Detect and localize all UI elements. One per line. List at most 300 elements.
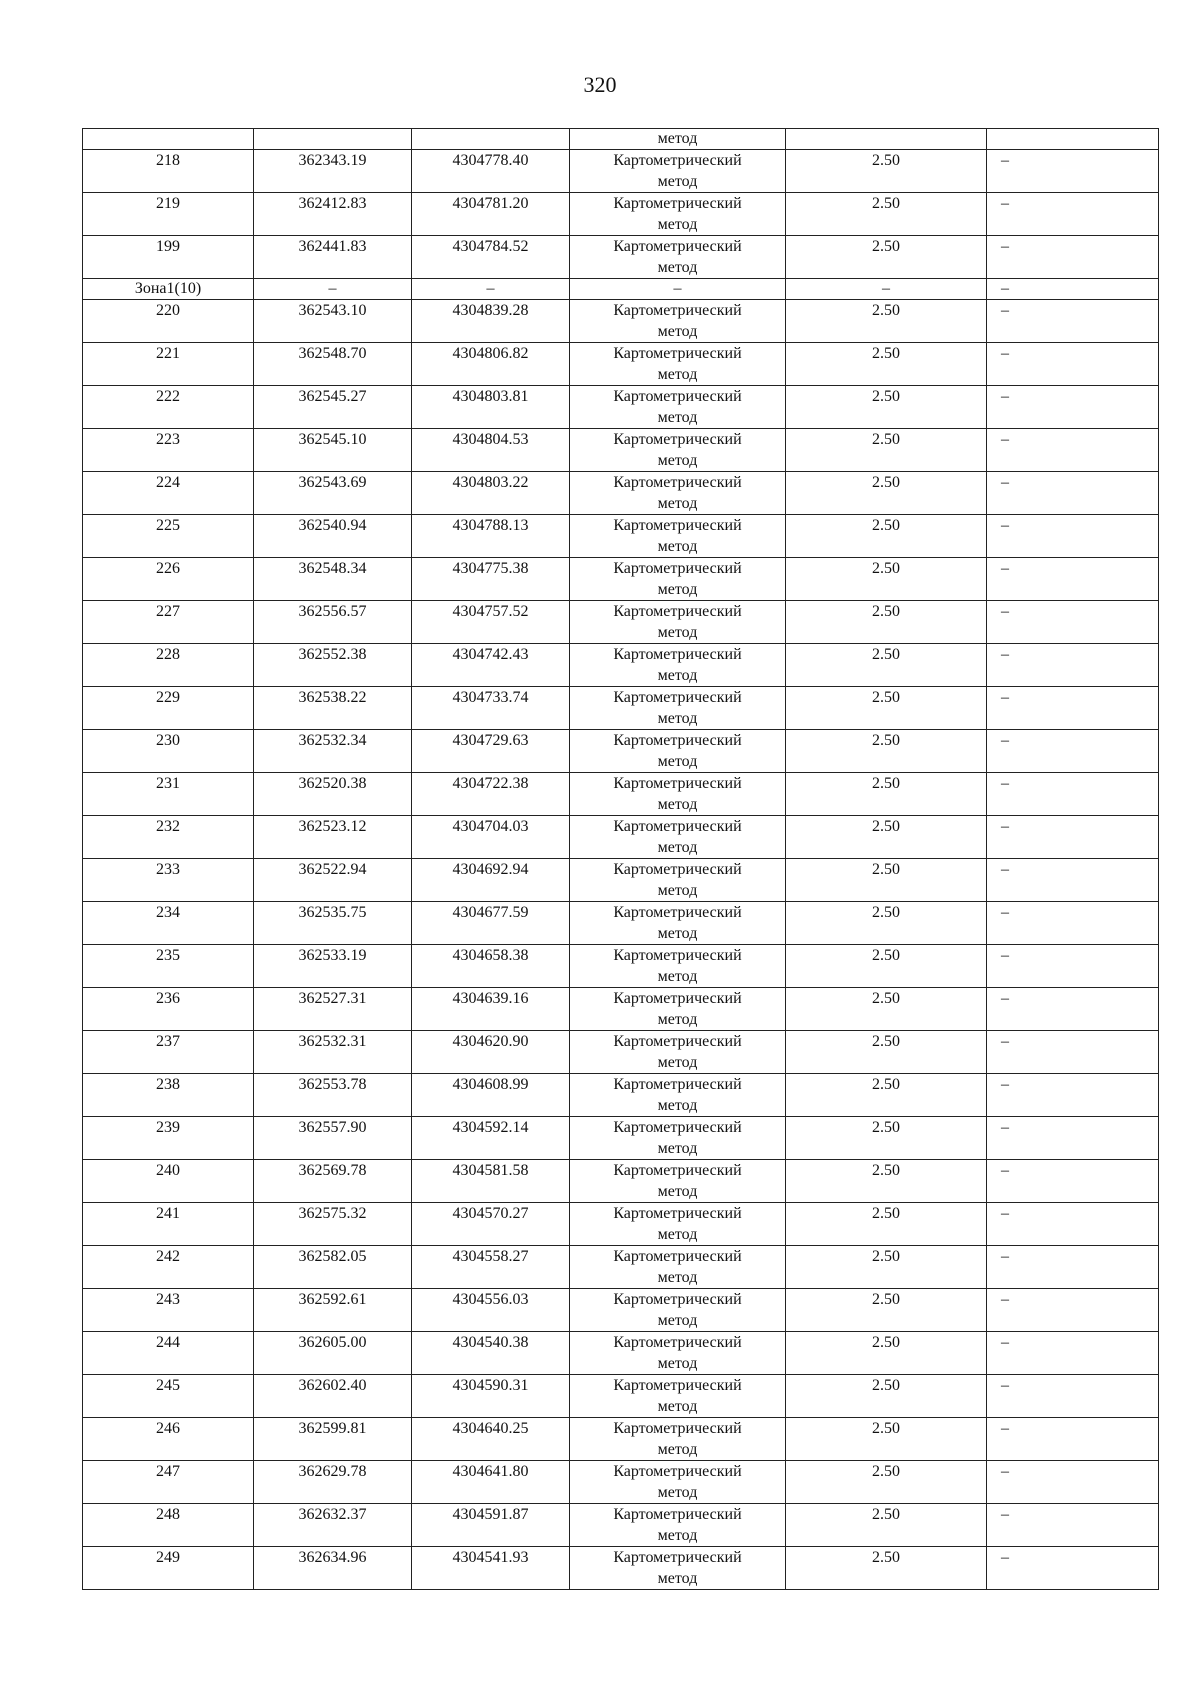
method-line-2: метод [657, 624, 698, 641]
method-line-2: метод [657, 538, 698, 555]
cell-x: 362441.83 [254, 236, 412, 279]
cell-accuracy: 2.50 [786, 429, 987, 472]
method-line-1: Картометрический [613, 775, 742, 792]
method-line-2: метод [657, 753, 698, 770]
cell-x: 362548.34 [254, 558, 412, 601]
cell-method [570, 1031, 786, 1074]
cell-note: – [987, 644, 1159, 687]
method-line-1: – [673, 280, 682, 297]
cell-point: 219 [83, 193, 254, 236]
table-row [83, 988, 1159, 1031]
cell-x: 362592.61 [254, 1289, 412, 1332]
cell-point: 240 [83, 1160, 254, 1203]
method-line-2: метод [657, 1269, 698, 1286]
cell-accuracy: 2.50 [786, 236, 987, 279]
method-line-2: метод [657, 1570, 698, 1587]
method-line-2: метод [657, 581, 698, 598]
cell-method [570, 1418, 786, 1461]
cell-y: 4304608.99 [412, 1074, 570, 1117]
cell-accuracy: – [786, 279, 987, 300]
cell-y: 4304581.58 [412, 1160, 570, 1203]
cell-x: – [254, 279, 412, 300]
cell-note: – [987, 773, 1159, 816]
method-line-1: Картометрический [613, 238, 742, 255]
cell-point: 242 [83, 1246, 254, 1289]
cell-accuracy: 2.50 [786, 150, 987, 193]
cell-accuracy: 2.50 [786, 988, 987, 1031]
cell-note: – [987, 988, 1159, 1031]
cell-accuracy: 2.50 [786, 1547, 987, 1590]
cell-method [570, 1117, 786, 1160]
cell-y: 4304722.38 [412, 773, 570, 816]
cell-accuracy: 2.50 [786, 945, 987, 988]
cell-note: – [987, 515, 1159, 558]
cell-accuracy: 2.50 [786, 1332, 987, 1375]
cell-note: – [987, 1246, 1159, 1289]
cell-method [570, 1375, 786, 1418]
cell-accuracy: 2.50 [786, 1203, 987, 1246]
method-line-2: метод [657, 173, 698, 190]
table-row [83, 1332, 1159, 1375]
cell-x: 362343.19 [254, 150, 412, 193]
table-row [83, 945, 1159, 988]
cell-x: 362582.05 [254, 1246, 412, 1289]
cell-method [570, 1203, 786, 1246]
cell-point: Зона1(10) [83, 279, 254, 300]
cell-note: – [987, 1203, 1159, 1246]
cell-point: 233 [83, 859, 254, 902]
table-row [83, 429, 1159, 472]
cell-x: 362523.12 [254, 816, 412, 859]
cell-x: 362412.83 [254, 193, 412, 236]
cell-point: 225 [83, 515, 254, 558]
method-line-2: метод [657, 1140, 698, 1157]
cell-x: 362522.94 [254, 859, 412, 902]
cell-note: – [987, 472, 1159, 515]
cell-accuracy: 2.50 [786, 1461, 987, 1504]
cell-x: 362533.19 [254, 945, 412, 988]
cell-accuracy: 2.50 [786, 1418, 987, 1461]
method-line-1: Картометрический [613, 474, 742, 491]
cell-accuracy: 2.50 [786, 343, 987, 386]
cell-note: – [987, 236, 1159, 279]
method-line-1: Картометрический [613, 1033, 742, 1050]
method-line-2: метод [657, 1054, 698, 1071]
table-row [83, 343, 1159, 386]
cell-point: 245 [83, 1375, 254, 1418]
method-line-2: метод [657, 1097, 698, 1114]
cell-method [570, 472, 786, 515]
cell-x: 362605.00 [254, 1332, 412, 1375]
cell-accuracy: 2.50 [786, 902, 987, 945]
cell-accuracy: 2.50 [786, 300, 987, 343]
cell-accuracy: 2.50 [786, 1117, 987, 1160]
cell-accuracy: 2.50 [786, 859, 987, 902]
cell-y [412, 129, 570, 150]
cell-y: 4304641.80 [412, 1461, 570, 1504]
cell-point [83, 129, 254, 150]
cell-y: 4304729.63 [412, 730, 570, 773]
cell-y: 4304781.20 [412, 193, 570, 236]
cell-accuracy: 2.50 [786, 1289, 987, 1332]
cell-method [570, 601, 786, 644]
method-line-2: метод [657, 323, 698, 340]
cell-note: – [987, 1031, 1159, 1074]
cell-note: – [987, 687, 1159, 730]
method-line-2: метод [657, 667, 698, 684]
cell-note: – [987, 300, 1159, 343]
cell-y: 4304658.38 [412, 945, 570, 988]
cell-note: – [987, 730, 1159, 773]
coordinates-table [82, 128, 1159, 1590]
table-row [83, 1160, 1159, 1203]
method-line-2: метод [657, 710, 698, 727]
cell-point: 246 [83, 1418, 254, 1461]
cell-x: 362557.90 [254, 1117, 412, 1160]
cell-point: 224 [83, 472, 254, 515]
cell-note: – [987, 1375, 1159, 1418]
method-line-1: Картометрический [613, 1334, 742, 1351]
table-row [83, 1289, 1159, 1332]
cell-y: 4304775.38 [412, 558, 570, 601]
coordinates-table-body [83, 129, 1159, 1590]
cell-note: – [987, 279, 1159, 300]
cell-point: 249 [83, 1547, 254, 1590]
table-row [83, 1375, 1159, 1418]
cell-accuracy: 2.50 [786, 1160, 987, 1203]
cell-y: 4304778.40 [412, 150, 570, 193]
cell-method [570, 730, 786, 773]
cell-point: 220 [83, 300, 254, 343]
cell-y: 4304692.94 [412, 859, 570, 902]
table-row [83, 386, 1159, 429]
cell-note: – [987, 902, 1159, 945]
cell-method [570, 1547, 786, 1590]
cell-y: 4304639.16 [412, 988, 570, 1031]
table-row [83, 1117, 1159, 1160]
cell-point: 236 [83, 988, 254, 1031]
method-line-2: метод [657, 925, 698, 942]
cell-note: – [987, 859, 1159, 902]
cell-method [570, 236, 786, 279]
cell-note: – [987, 1504, 1159, 1547]
cell-point: 231 [83, 773, 254, 816]
cell-x: 362532.34 [254, 730, 412, 773]
cell-note: – [987, 1547, 1159, 1590]
table-row [83, 300, 1159, 343]
cell-point: 232 [83, 816, 254, 859]
cell-note: – [987, 150, 1159, 193]
cell-x: 362632.37 [254, 1504, 412, 1547]
cell-y: 4304541.93 [412, 1547, 570, 1590]
cell-method [570, 816, 786, 859]
method-line-1: Картометрический [613, 431, 742, 448]
cell-point: 234 [83, 902, 254, 945]
method-line-1: Картометрический [613, 1162, 742, 1179]
cell-method [570, 1074, 786, 1117]
cell-accuracy [786, 129, 987, 150]
cell-method [570, 1289, 786, 1332]
cell-accuracy: 2.50 [786, 773, 987, 816]
method-line-1: Картометрический [613, 345, 742, 362]
cell-note: – [987, 386, 1159, 429]
cell-y: 4304733.74 [412, 687, 570, 730]
table-row [83, 515, 1159, 558]
cell-method [570, 150, 786, 193]
cell-accuracy: 2.50 [786, 472, 987, 515]
cell-point: 226 [83, 558, 254, 601]
cell-method [570, 1160, 786, 1203]
cell-accuracy: 2.50 [786, 1031, 987, 1074]
cell-note [987, 129, 1159, 150]
method-line-1: Картометрический [613, 517, 742, 534]
method-line-1: Картометрический [613, 1205, 742, 1222]
cell-x: 362602.40 [254, 1375, 412, 1418]
method-line-2: метод [657, 882, 698, 899]
cell-method [570, 1332, 786, 1375]
cell-x: 362538.22 [254, 687, 412, 730]
cell-y: 4304570.27 [412, 1203, 570, 1246]
cell-method [570, 558, 786, 601]
table-row [83, 1074, 1159, 1117]
cell-y: 4304803.22 [412, 472, 570, 515]
cell-y: 4304677.59 [412, 902, 570, 945]
cell-x: 362599.81 [254, 1418, 412, 1461]
table-row [83, 601, 1159, 644]
cell-y: 4304757.52 [412, 601, 570, 644]
cell-y: 4304591.87 [412, 1504, 570, 1547]
cell-y: 4304806.82 [412, 343, 570, 386]
cell-method [570, 902, 786, 945]
cell-note: – [987, 945, 1159, 988]
table-row [83, 1504, 1159, 1547]
cell-point: 218 [83, 150, 254, 193]
cell-y: 4304558.27 [412, 1246, 570, 1289]
method-line-1: Картометрический [613, 603, 742, 620]
method-line-2: метод [657, 1441, 698, 1458]
table-row [83, 816, 1159, 859]
page-number: 320 [583, 72, 617, 97]
cell-note: – [987, 1418, 1159, 1461]
table-row-continuation [83, 129, 1159, 150]
cell-x: 362556.57 [254, 601, 412, 644]
cell-accuracy: 2.50 [786, 687, 987, 730]
cell-x: 362634.96 [254, 1547, 412, 1590]
method-line-2: метод [657, 1312, 698, 1329]
method-line-2: метод [657, 1527, 698, 1544]
method-line-2: метод [657, 968, 698, 985]
table-row [83, 1418, 1159, 1461]
cell-point: 223 [83, 429, 254, 472]
method-line-1: Картометрический [613, 861, 742, 878]
cell-x: 362520.38 [254, 773, 412, 816]
cell-method [570, 515, 786, 558]
table-row [83, 859, 1159, 902]
cell-accuracy: 2.50 [786, 1074, 987, 1117]
cell-y: 4304804.53 [412, 429, 570, 472]
cell-y: – [412, 279, 570, 300]
cell-method [570, 773, 786, 816]
method-line-1: Картометрический [613, 646, 742, 663]
table-row [83, 902, 1159, 945]
cell-accuracy: 2.50 [786, 1504, 987, 1547]
cell-y: 4304784.52 [412, 236, 570, 279]
method-line-1: Картометрический [613, 152, 742, 169]
cell-x: 362527.31 [254, 988, 412, 1031]
cell-point: 248 [83, 1504, 254, 1547]
cell-note: – [987, 193, 1159, 236]
method-line-1: Картометрический [613, 1506, 742, 1523]
table-row [83, 236, 1159, 279]
cell-method [570, 1246, 786, 1289]
cell-point: 243 [83, 1289, 254, 1332]
method-line-2: метод [657, 796, 698, 813]
cell-accuracy: 2.50 [786, 386, 987, 429]
method-line-2: метод [657, 839, 698, 856]
cell-method [570, 1504, 786, 1547]
method-line-2: метод [657, 1398, 698, 1415]
cell-x: 362552.38 [254, 644, 412, 687]
cell-x: 362629.78 [254, 1461, 412, 1504]
cell-method [570, 193, 786, 236]
cell-note: – [987, 1289, 1159, 1332]
cell-point: 229 [83, 687, 254, 730]
cell-accuracy: 2.50 [786, 601, 987, 644]
method-line-2: метод [657, 1484, 698, 1501]
method-line-1: Картометрический [613, 990, 742, 1007]
cell-point: 230 [83, 730, 254, 773]
cell-accuracy: 2.50 [786, 644, 987, 687]
cell-accuracy: 2.50 [786, 816, 987, 859]
cell-x: 362569.78 [254, 1160, 412, 1203]
cell-method [570, 644, 786, 687]
cell-method [570, 429, 786, 472]
cell-x: 362543.69 [254, 472, 412, 515]
cell-y: 4304592.14 [412, 1117, 570, 1160]
cell-accuracy: 2.50 [786, 193, 987, 236]
method-line-1: Картометрический [613, 1377, 742, 1394]
table-row [83, 1203, 1159, 1246]
cell-note: – [987, 601, 1159, 644]
cell-method [570, 386, 786, 429]
cell-accuracy: 2.50 [786, 515, 987, 558]
cell-method [570, 279, 786, 300]
cell-method [570, 687, 786, 730]
cell-accuracy: 2.50 [786, 558, 987, 601]
cell-note: – [987, 1117, 1159, 1160]
table-row [83, 644, 1159, 687]
table-row [83, 193, 1159, 236]
table-row [83, 687, 1159, 730]
cell-note: – [987, 1074, 1159, 1117]
table-row [83, 1461, 1159, 1504]
method-line-1: Картометрический [613, 1463, 742, 1480]
cell-method [570, 1461, 786, 1504]
method-line-1: Картометрический [613, 904, 742, 921]
cell-method [570, 945, 786, 988]
cell-note: – [987, 1160, 1159, 1203]
cell-x: 362548.70 [254, 343, 412, 386]
method-line-2: метод [657, 495, 698, 512]
cell-method [570, 859, 786, 902]
cell-y: 4304742.43 [412, 644, 570, 687]
method-line-2: метод [657, 1183, 698, 1200]
method-line-1: Картометрический [613, 1248, 742, 1265]
method-line-1: Картометрический [613, 1119, 742, 1136]
table-row [83, 472, 1159, 515]
method-line-2: метод [657, 1355, 698, 1372]
cell-point: 221 [83, 343, 254, 386]
method-line-1: Картометрический [613, 689, 742, 706]
cell-point: 235 [83, 945, 254, 988]
cell-method [570, 343, 786, 386]
method-line-2: метод [657, 409, 698, 426]
cell-y: 4304640.25 [412, 1418, 570, 1461]
cell-point: 244 [83, 1332, 254, 1375]
cell-x [254, 129, 412, 150]
cell-point: 238 [83, 1074, 254, 1117]
method-line-1: Картометрический [613, 1420, 742, 1437]
method-line-1: Картометрический [613, 1291, 742, 1308]
cell-point: 239 [83, 1117, 254, 1160]
cell-y: 4304590.31 [412, 1375, 570, 1418]
table-row [83, 1031, 1159, 1074]
cell-point: 241 [83, 1203, 254, 1246]
cell-method [570, 988, 786, 1031]
cell-y: 4304788.13 [412, 515, 570, 558]
table-row [83, 1246, 1159, 1289]
cell-point: 227 [83, 601, 254, 644]
table-row [83, 558, 1159, 601]
method-line-1: Картометрический [613, 302, 742, 319]
cell-x: 362575.32 [254, 1203, 412, 1246]
cell-x: 362532.31 [254, 1031, 412, 1074]
cell-accuracy: 2.50 [786, 730, 987, 773]
cell-point: 222 [83, 386, 254, 429]
method-line-1: Картометрический [613, 1549, 742, 1566]
cell-y: 4304839.28 [412, 300, 570, 343]
cell-x: 362535.75 [254, 902, 412, 945]
cell-x: 362543.10 [254, 300, 412, 343]
method-line-2: метод [657, 1011, 698, 1028]
method-line-2: метод [657, 1226, 698, 1243]
method-line-2: метод [657, 452, 698, 469]
table-row [83, 773, 1159, 816]
cell-point: 228 [83, 644, 254, 687]
cell-note: – [987, 429, 1159, 472]
cell-note: – [987, 1461, 1159, 1504]
method-line-2: метод [657, 259, 698, 276]
method-line-1: Картометрический [613, 388, 742, 405]
cell-y: 4304540.38 [412, 1332, 570, 1375]
method-line-2: метод [657, 366, 698, 383]
cell-y: 4304620.90 [412, 1031, 570, 1074]
cell-y: 4304556.03 [412, 1289, 570, 1332]
cell-x: 362545.27 [254, 386, 412, 429]
method-line-2: метод [657, 216, 698, 233]
method-line-1: Картометрический [613, 818, 742, 835]
cell-method [570, 300, 786, 343]
method-line-1: Картометрический [613, 732, 742, 749]
cell-point: 247 [83, 1461, 254, 1504]
cell-y: 4304704.03 [412, 816, 570, 859]
cell-note: – [987, 343, 1159, 386]
table-row [83, 1547, 1159, 1590]
method-line-1: Картометрический [613, 195, 742, 212]
table-row [83, 730, 1159, 773]
cell-accuracy: 2.50 [786, 1246, 987, 1289]
cell-accuracy: 2.50 [786, 1375, 987, 1418]
